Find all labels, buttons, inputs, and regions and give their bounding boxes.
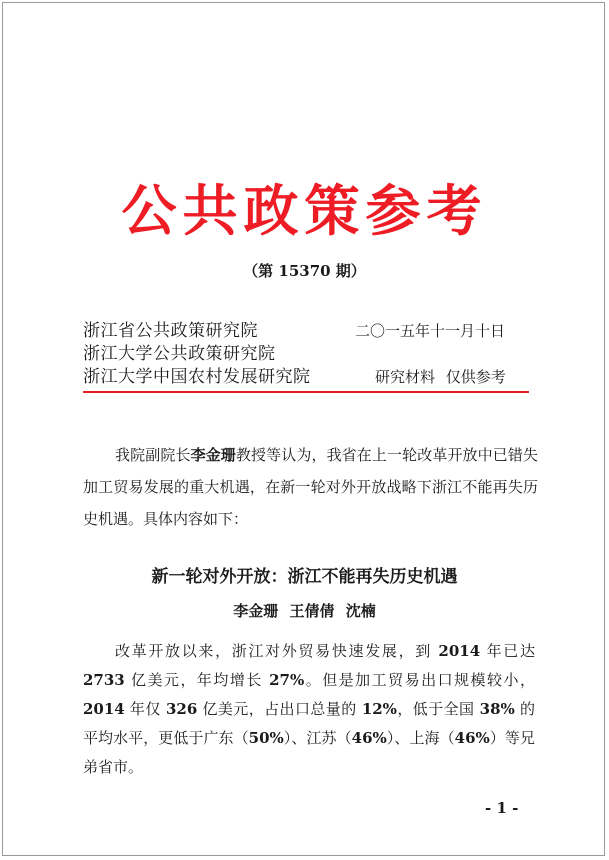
paragraph-text: 的平均水平，更低于广东（ bbox=[83, 700, 535, 747]
publication-title: 公共政策参考 bbox=[121, 179, 488, 243]
intro-text-after: 教授等认为，我省在上一轮改革开放中已错失加工贸易发展的重大机遇，在新一轮对外开放战略下浙江不能再失历史机遇。具体内容如下： bbox=[83, 446, 538, 528]
paragraph-figure: 50% bbox=[248, 729, 284, 747]
paragraph-figure: 2014 bbox=[438, 642, 481, 660]
paragraph-figure: 2733 bbox=[83, 671, 125, 689]
article-authors: 李金珊 王倩倩 沈楠 bbox=[233, 602, 376, 620]
issue-number: （第 15370 期） bbox=[243, 262, 366, 280]
paragraph-figure: 12% bbox=[361, 700, 397, 718]
org-line-1: 浙江省公共政策研究院 bbox=[83, 321, 258, 341]
paragraph-text: 。但是加工贸易出口规模较小， bbox=[304, 671, 535, 689]
article-title: 新一轮对外开放：浙江不能再失历史机遇 bbox=[151, 567, 458, 587]
paragraph-text: 改革开放以来，浙江对外贸易快速发展，到 bbox=[115, 642, 439, 660]
intro-paragraph bbox=[83, 439, 538, 535]
paragraph-text: ）、江苏（ bbox=[283, 729, 352, 747]
paragraph-figure: 38% bbox=[479, 700, 515, 718]
paragraph-figure: 326 bbox=[165, 700, 198, 718]
org-line-2: 浙江大学公共政策研究院 bbox=[83, 344, 276, 364]
document-page bbox=[2, 2, 605, 856]
research-note: 研究材料 仅供参考 bbox=[375, 368, 506, 386]
paragraph-text: 年仅 bbox=[124, 700, 166, 718]
publication-date: 二〇一五年十一月十日 bbox=[355, 322, 506, 340]
paragraph-text: 亿美元，占出口总量的 bbox=[197, 700, 362, 718]
paragraph-text: ）等兄弟省市。 bbox=[83, 729, 535, 776]
paragraph-text: 年已达 bbox=[480, 642, 535, 660]
article-paragraph bbox=[83, 637, 535, 782]
paragraph-figure: 46% bbox=[454, 729, 490, 747]
paragraph-text: 亿美元，年均增长 bbox=[124, 671, 270, 689]
paragraph-figure: 46% bbox=[351, 729, 387, 747]
intro-text-before: 我院副院长 bbox=[115, 446, 191, 464]
page-number: - 1 - bbox=[485, 799, 519, 817]
paragraph-figure: 2014 bbox=[83, 700, 125, 718]
paragraph-figure: 27% bbox=[269, 671, 305, 689]
header-divider bbox=[83, 391, 529, 393]
intro-author: 李金珊 bbox=[190, 446, 236, 464]
org-line-3: 浙江大学中国农村发展研究院 bbox=[83, 367, 311, 387]
paragraph-text: ）、上海（ bbox=[386, 729, 455, 747]
paragraph-text: ，低于全国 bbox=[396, 700, 480, 718]
